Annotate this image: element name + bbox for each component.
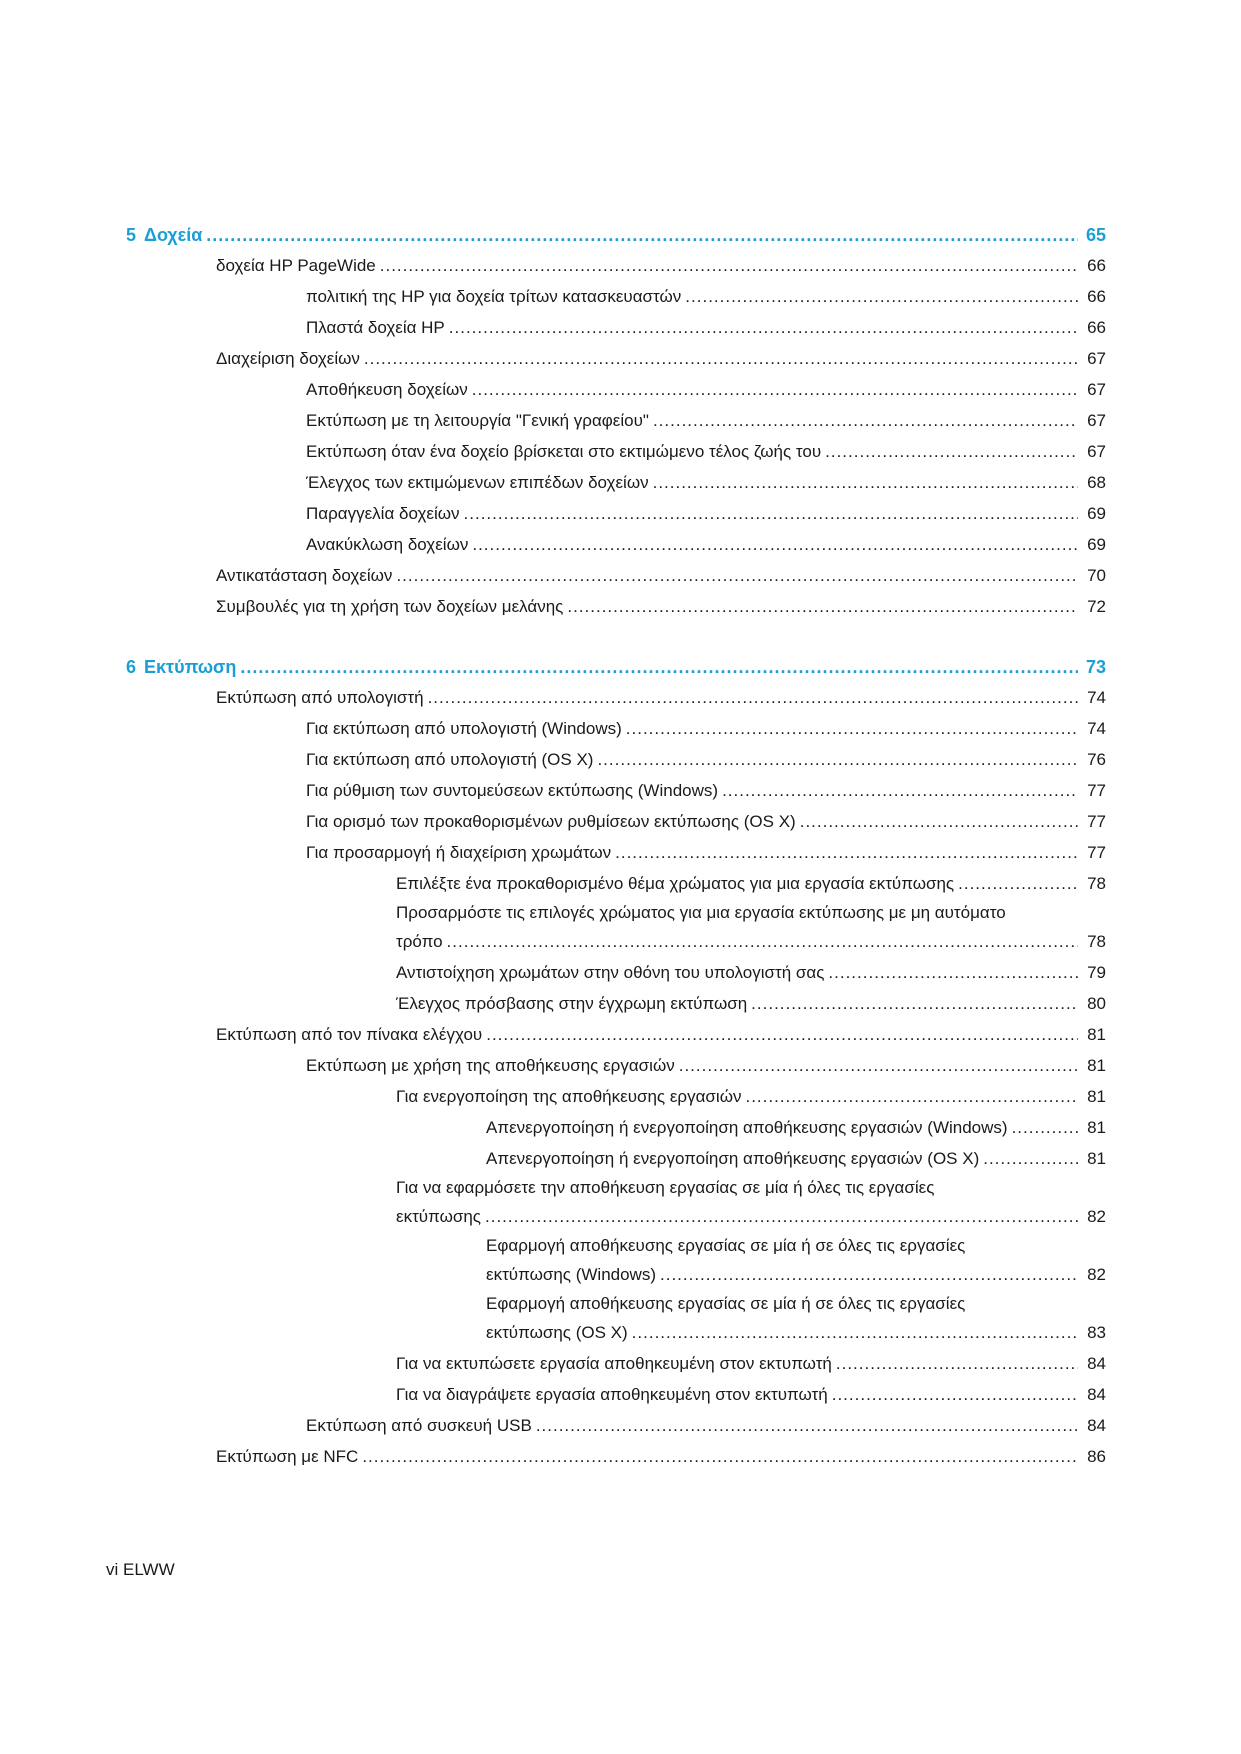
toc-entry[interactable] — [306, 775, 1106, 806]
toc-entry-title: τρόπο — [396, 932, 443, 951]
dot-leader — [958, 868, 1078, 899]
toc-entry-title: εκτύπωσης (OS X) — [486, 1323, 628, 1342]
toc-entry-title: δοχεία HP PageWide — [216, 256, 376, 275]
toc-entry[interactable] — [306, 467, 1106, 498]
dot-leader — [751, 988, 1078, 1019]
dot-leader — [653, 467, 1078, 498]
page-number: 65 — [1085, 225, 1106, 245]
dot-leader — [983, 1143, 1078, 1174]
toc-entry-title: Αποθήκευση δοχείων — [306, 380, 468, 399]
page-number: 67 — [1087, 411, 1106, 430]
dot-leader — [472, 374, 1078, 405]
toc-entry-title: Εκτύπωση από τον πίνακα ελέγχου — [216, 1025, 483, 1044]
page-number: 68 — [1087, 473, 1106, 492]
dot-leader — [615, 837, 1078, 868]
toc-entry[interactable] — [306, 312, 1106, 343]
page-number: 69 — [1087, 504, 1106, 523]
toc-entry-title: Εκτύπωση με χρήση της αποθήκευσης εργασιών — [306, 1056, 675, 1075]
toc-entry-title: Εκτύπωση με τη λειτουργία "Γενική γραφείου" — [306, 411, 649, 430]
dot-leader — [396, 560, 1078, 591]
toc-entry-title: Εκτύπωση όταν ένα δοχείο βρίσκεται στο εκτιμώμενο τέλος ζωής του — [306, 442, 822, 461]
page-number: 84 — [1087, 1385, 1106, 1404]
toc-entry[interactable] — [396, 1081, 1106, 1112]
dot-leader — [597, 744, 1078, 775]
toc-entry[interactable] — [306, 281, 1106, 312]
toc-entry[interactable] — [486, 1232, 1106, 1290]
toc-entry-title-line: Εφαρμογή αποθήκευσης εργασίας σε μία ή σε όλες τις εργασίες — [486, 1294, 966, 1313]
toc-entry[interactable] — [306, 374, 1106, 405]
toc-entry-title: Αντικατάσταση δοχείων — [216, 566, 393, 585]
dot-leader — [836, 1348, 1078, 1379]
page-number: 77 — [1087, 812, 1106, 831]
page-number: 73 — [1085, 657, 1106, 677]
toc-entry[interactable] — [486, 1290, 1106, 1348]
dot-leader — [722, 775, 1078, 806]
toc-entry-title: Έλεγχος των εκτιμώμενων επιπέδων δοχείων — [306, 473, 649, 492]
page-number: 86 — [1087, 1447, 1106, 1466]
page-number: 78 — [1087, 932, 1106, 951]
toc-entry-title: Επιλέξτε ένα προκαθορισμένο θέμα χρώματος για μια εργασία εκτύπωσης — [396, 874, 955, 893]
toc-entry[interactable] — [216, 1441, 1106, 1472]
toc-entry-title: Ανακύκλωση δοχείων — [306, 535, 469, 554]
toc-entry[interactable] — [306, 405, 1106, 436]
page-number: 84 — [1087, 1354, 1106, 1373]
toc-entry[interactable] — [396, 868, 1106, 899]
page-number: 69 — [1087, 535, 1106, 554]
toc-entry[interactable] — [306, 806, 1106, 837]
chapter-number: 6 — [126, 657, 137, 677]
dot-leader — [447, 926, 1078, 957]
page-number: 77 — [1087, 781, 1106, 800]
dot-leader — [1012, 1112, 1078, 1143]
toc-entry-title: Διαχείριση δοχείων — [216, 349, 360, 368]
toc-entry-title: πολιτική της HP για δοχεία τρίτων κατασκευαστών — [306, 287, 682, 306]
dot-leader — [428, 682, 1078, 713]
toc-entry-title-line: Προσαρμόστε τις επιλογές χρώματος για μια εργασία εκτύπωσης με μη αυτόματο — [396, 903, 1006, 922]
dot-leader — [626, 713, 1078, 744]
dot-leader — [832, 1379, 1078, 1410]
toc-entry-title: Αντιστοίχηση χρωμάτων στην οθόνη του υπολογιστή σας — [396, 963, 825, 982]
page-number: 72 — [1087, 597, 1106, 616]
dot-leader — [679, 1050, 1078, 1081]
toc-entry[interactable] — [306, 713, 1106, 744]
toc-entry[interactable] — [306, 498, 1106, 529]
dot-leader — [364, 343, 1078, 374]
toc-entry-title: Εκτύπωση από υπολογιστή — [216, 688, 424, 707]
toc-chapter[interactable] — [126, 220, 1106, 250]
toc-entry[interactable] — [216, 1019, 1106, 1050]
toc-entry-title: εκτύπωσης — [396, 1207, 481, 1226]
toc-entry-title: Για να εκτυπώσετε εργασία αποθηκευμένη στον εκτυπωτή — [396, 1354, 832, 1373]
dot-leader — [828, 957, 1078, 988]
dot-leader — [472, 529, 1078, 560]
toc-entry-title: Απενεργοποίηση ή ενεργοποίηση αποθήκευσης εργασιών (Windows) — [486, 1118, 1008, 1137]
dot-leader — [745, 1081, 1078, 1112]
toc-entry-title: Εκτύπωση από συσκευή USB — [306, 1416, 532, 1435]
page-number: 83 — [1087, 1323, 1106, 1342]
page-number: 82 — [1087, 1207, 1106, 1226]
dot-leader — [486, 1019, 1078, 1050]
toc-entry[interactable] — [486, 1143, 1106, 1174]
dot-leader — [536, 1410, 1078, 1441]
toc-entry-title: εκτύπωσης (Windows) — [486, 1265, 656, 1284]
page-number: 84 — [1087, 1416, 1106, 1435]
toc-entry[interactable] — [216, 250, 1106, 281]
dot-leader — [206, 220, 1078, 250]
dot-leader — [685, 281, 1078, 312]
page-number: 67 — [1087, 380, 1106, 399]
page-number: 80 — [1087, 994, 1106, 1013]
toc-entry-title: Έλεγχος πρόσβασης στην έγχρωμη εκτύπωση — [396, 994, 748, 1013]
toc-entry[interactable] — [306, 1050, 1106, 1081]
toc-entry[interactable] — [306, 1410, 1106, 1441]
page-number: 81 — [1087, 1056, 1106, 1075]
dot-leader — [660, 1259, 1078, 1290]
toc-entry-title-line: Εφαρμογή αποθήκευσης εργασίας σε μία ή σε όλες τις εργασίες — [486, 1236, 966, 1255]
toc-entry-title-line: Για να εφαρμόσετε την αποθήκευση εργασίας σε μία ή όλες τις εργασίες — [396, 1178, 935, 1197]
page-number: 81 — [1087, 1118, 1106, 1137]
toc-entry-title: Για εκτύπωση από υπολογιστή (Windows) — [306, 719, 622, 738]
toc-entry-title: Για ενεργοποίηση της αποθήκευσης εργασιών — [396, 1087, 742, 1106]
chapter-entries — [126, 250, 1106, 622]
page-number: 81 — [1087, 1087, 1106, 1106]
toc-entry[interactable] — [216, 591, 1106, 622]
chapter-number: 5 — [126, 225, 137, 245]
page-number: 74 — [1087, 688, 1106, 707]
toc-entry[interactable] — [396, 988, 1106, 1019]
dot-leader — [825, 436, 1078, 467]
dot-leader — [632, 1317, 1078, 1348]
toc-entry[interactable] — [396, 1379, 1106, 1410]
page-number: 82 — [1087, 1265, 1106, 1284]
table-of-contents — [126, 220, 1106, 1472]
toc-entry-title: Για ρύθμιση των συντομεύσεων εκτύπωσης (Windows) — [306, 781, 719, 800]
toc-chapter[interactable] — [126, 652, 1106, 682]
toc-entry[interactable] — [486, 1112, 1106, 1143]
dot-leader — [464, 498, 1078, 529]
page-number: 77 — [1087, 843, 1106, 862]
toc-entry-title: Απενεργοποίηση ή ενεργοποίηση αποθήκευσης εργασιών (OS X) — [486, 1149, 980, 1168]
dot-leader — [362, 1441, 1078, 1472]
dot-leader — [800, 806, 1078, 837]
page-number: 67 — [1087, 349, 1106, 368]
toc-entry-title: Για προσαρμογή ή διαχείριση χρωμάτων — [306, 843, 612, 862]
toc-entry-title: Για ορισμό των προκαθορισμένων ρυθμίσεων εκτύπωσης (OS X) — [306, 812, 796, 831]
page-number: 78 — [1087, 874, 1106, 893]
toc-entry-title: Πλαστά δοχεία HP — [306, 318, 445, 337]
toc-entry-title: Για εκτύπωση από υπολογιστή (OS X) — [306, 750, 594, 769]
page-number: 81 — [1087, 1149, 1106, 1168]
dot-leader — [380, 250, 1078, 281]
toc-entry-title: Παραγγελία δοχείων — [306, 504, 460, 523]
toc-entry-title: Για να διαγράψετε εργασία αποθηκευμένη στον εκτυπωτή — [396, 1385, 828, 1404]
toc-entry-title: Εκτύπωση με NFC — [216, 1447, 359, 1466]
toc-entry[interactable] — [216, 560, 1106, 591]
chapter-entries — [126, 682, 1106, 1472]
dot-leader — [653, 405, 1078, 436]
toc-entry[interactable] — [396, 899, 1106, 957]
toc-entry[interactable] — [306, 436, 1106, 467]
toc-entry[interactable] — [396, 1348, 1106, 1379]
chapter-title: Εκτύπωση — [144, 657, 237, 677]
chapter-title: Δοχεία — [144, 225, 203, 245]
page-footer: vi ELWW — [106, 1560, 175, 1579]
toc-entry[interactable] — [306, 529, 1106, 560]
page-number: 74 — [1087, 719, 1106, 738]
dot-leader — [449, 312, 1078, 343]
page-number: 66 — [1087, 287, 1106, 306]
dot-leader — [485, 1201, 1078, 1232]
toc-entry[interactable] — [216, 682, 1106, 713]
page-number: 70 — [1087, 566, 1106, 585]
toc-entry[interactable] — [396, 957, 1106, 988]
toc-entry[interactable] — [216, 343, 1106, 374]
page-number: 66 — [1087, 318, 1106, 337]
page-number: 66 — [1087, 256, 1106, 275]
page-number: 67 — [1087, 442, 1106, 461]
toc-entry[interactable] — [396, 1174, 1106, 1232]
toc-entry[interactable] — [306, 744, 1106, 775]
page-number: 79 — [1087, 963, 1106, 982]
page-number: 81 — [1087, 1025, 1106, 1044]
dot-leader — [240, 652, 1078, 682]
toc-entry-title: Συμβουλές για τη χρήση των δοχείων μελάνης — [216, 597, 564, 616]
dot-leader — [567, 591, 1078, 622]
page-number: 76 — [1087, 750, 1106, 769]
toc-entry[interactable] — [306, 837, 1106, 868]
